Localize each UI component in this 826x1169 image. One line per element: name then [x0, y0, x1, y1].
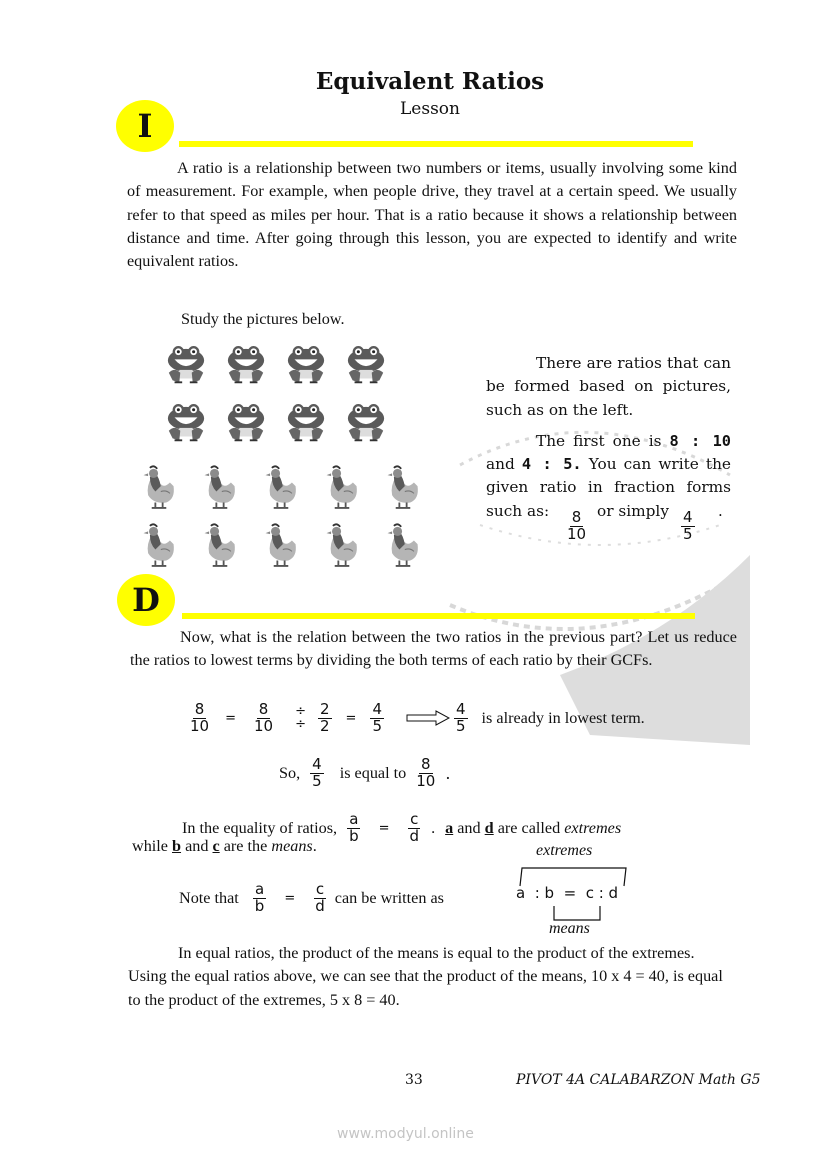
or-simply-text: or simply: [597, 502, 669, 520]
hen-icon: [139, 520, 179, 570]
extremes-term: extremes: [564, 818, 622, 837]
hen-icon: [322, 462, 362, 512]
are-the-text: are the: [219, 837, 272, 855]
equals-sign: =: [284, 890, 296, 906]
study-prompt: Study the pictures below.: [181, 310, 345, 328]
frog-icon: [285, 402, 327, 450]
frog-icon: [165, 344, 207, 392]
equals-sign: =: [225, 710, 236, 726]
frog-icon: [225, 344, 267, 392]
frog-icon: [225, 402, 267, 450]
numerator: 8: [194, 700, 205, 718]
side-text-lead: The first one is: [536, 431, 670, 450]
hen-icon: [139, 462, 179, 512]
term-c: c: [212, 837, 220, 855]
period: .: [312, 837, 317, 855]
denominator: 2: [320, 716, 330, 735]
means-label: means: [549, 920, 590, 937]
note-line: [179, 882, 444, 915]
equals-sign: =: [378, 820, 390, 836]
hen-icon: [322, 520, 362, 570]
so-text: So,: [279, 763, 301, 782]
hen-icon: [383, 462, 423, 512]
book-title: PIVOT 4A CALABARZON Math G5: [516, 1072, 761, 1088]
reduction-equation: [188, 702, 645, 735]
fraction-8-10: [252, 702, 275, 735]
fraction-8-10: [188, 702, 211, 735]
section-divider-introduce: [179, 141, 693, 147]
lowest-term-text: is already in lowest term.: [481, 708, 645, 727]
numerator: c: [410, 810, 419, 828]
fraction-4-5: [310, 757, 324, 790]
develop-text: Now, what is the relation between the two ratios in the previous part? Let us reduce the ratios to lowest terms by dividing the both terms of each ratio by their GCFs.: [130, 628, 737, 670]
denominator: 10: [416, 771, 436, 790]
term-b: b: [172, 837, 182, 855]
fraction-c-d: [408, 812, 422, 845]
denominator: 10: [190, 716, 210, 735]
website-watermark: www.modyul.online: [337, 1126, 474, 1142]
denominator: 5: [683, 524, 693, 543]
numerator: 8: [571, 508, 582, 526]
denominator: 5: [456, 716, 466, 735]
ratio-expression: a : b = c : d: [516, 884, 619, 902]
denominator: d: [409, 826, 420, 845]
numerator: c: [315, 880, 325, 898]
side-text-and: and: [486, 455, 522, 474]
fraction-4-5: [370, 702, 384, 735]
section-divider-develop: [182, 613, 695, 619]
page-number: 33: [405, 1072, 423, 1088]
so-line: [279, 757, 450, 790]
numerator: 2: [320, 700, 330, 718]
denominator: b: [254, 896, 265, 915]
extremes-label: extremes: [536, 842, 593, 859]
division-signs: [293, 705, 308, 732]
side-text-1: There are ratios that can be formed based on pictures, such as on the left.: [486, 354, 731, 419]
fraction-c-d: [313, 882, 327, 915]
can-be-written-text: can be written as: [334, 888, 444, 907]
pictures-grid: [135, 340, 435, 575]
means-bracket: [554, 906, 600, 920]
is-equal-to-text: is equal to: [339, 763, 407, 782]
section-badge-develop: D: [117, 574, 175, 626]
ratio-4-5: 4 : 5.: [521, 455, 582, 474]
intro-text: A ratio is a relationship between two numbers or items, usually involving some kind of measurement. For example, when people drive, they travel at a certain speed. We usually refer to that speed as miles per hour. That is a ratio because it shows a relationship between distance and time. After going through this lesson, you are expected to identify and write equivalent ratios.: [127, 159, 737, 271]
ratio-8-10: 8 : 10: [669, 431, 731, 450]
side-explanation: [486, 352, 731, 523]
numerator: 4: [312, 755, 322, 773]
equals-sign: =: [345, 710, 357, 726]
hen-icon: [383, 520, 423, 570]
term-d: d: [484, 818, 494, 837]
and-text: and: [453, 818, 485, 837]
fraction-a-b: [347, 812, 361, 845]
numerator: 4: [456, 700, 466, 718]
equality-lead-text: In the equality of ratios,: [182, 818, 338, 837]
hen-icon: [261, 520, 301, 570]
numerator: 8: [421, 755, 431, 773]
intro-paragraph: [127, 157, 737, 273]
note-lead-text: Note that: [179, 888, 239, 907]
divide-sign: ÷: [295, 717, 306, 733]
arrow-right-icon: [406, 710, 450, 726]
fraction-8-10: [414, 757, 437, 790]
denominator: b: [349, 826, 359, 845]
frog-icon: [345, 344, 387, 392]
term-a: a: [445, 818, 454, 837]
denominator: 5: [372, 716, 382, 735]
section-badge-introduce: I: [116, 100, 174, 152]
hen-icon: [200, 462, 240, 512]
fraction-8-10: [565, 510, 588, 543]
denominator: 5: [312, 771, 322, 790]
period: .: [431, 818, 436, 837]
numerator: a: [349, 810, 359, 828]
fraction-4-5: [681, 510, 695, 543]
period: .: [718, 502, 723, 520]
while-text: while: [132, 837, 173, 855]
divide-sign: ÷: [295, 703, 306, 719]
page-title: Equivalent Ratios: [315, 68, 545, 95]
fraction-2-2: [318, 702, 332, 735]
frog-icon: [165, 402, 207, 450]
product-paragraph: [128, 942, 730, 1012]
means-line: [132, 837, 317, 856]
hen-icon: [200, 520, 240, 570]
denominator: 10: [254, 716, 274, 735]
means-term: means: [271, 837, 313, 855]
and-text: and: [181, 837, 213, 855]
numerator: a: [254, 880, 265, 898]
numerator: 4: [683, 508, 693, 526]
product-text: In equal ratios, the product of the means is equal to the product of the extremes. Using the equal ratios above, we can see that the product of the means, 10 x 4 = 40, is equal to the product of the extremes, 5 x 8 = 40.: [128, 944, 723, 1009]
page-subtitle: Lesson: [400, 99, 460, 119]
hen-icon: [261, 462, 301, 512]
fraction-4-5: [454, 702, 468, 735]
develop-paragraph: [130, 626, 737, 673]
frog-icon: [345, 402, 387, 450]
period: .: [445, 763, 451, 783]
fraction-a-b: [253, 882, 267, 915]
denominator: d: [315, 896, 325, 915]
denominator: 10: [567, 524, 587, 543]
numerator: 8: [258, 700, 269, 718]
called-text: are called: [493, 818, 565, 837]
side-text-tail: You can write the given ratio in fraction forms such as:: [486, 455, 731, 520]
frog-icon: [285, 344, 327, 392]
numerator: 4: [372, 700, 382, 718]
